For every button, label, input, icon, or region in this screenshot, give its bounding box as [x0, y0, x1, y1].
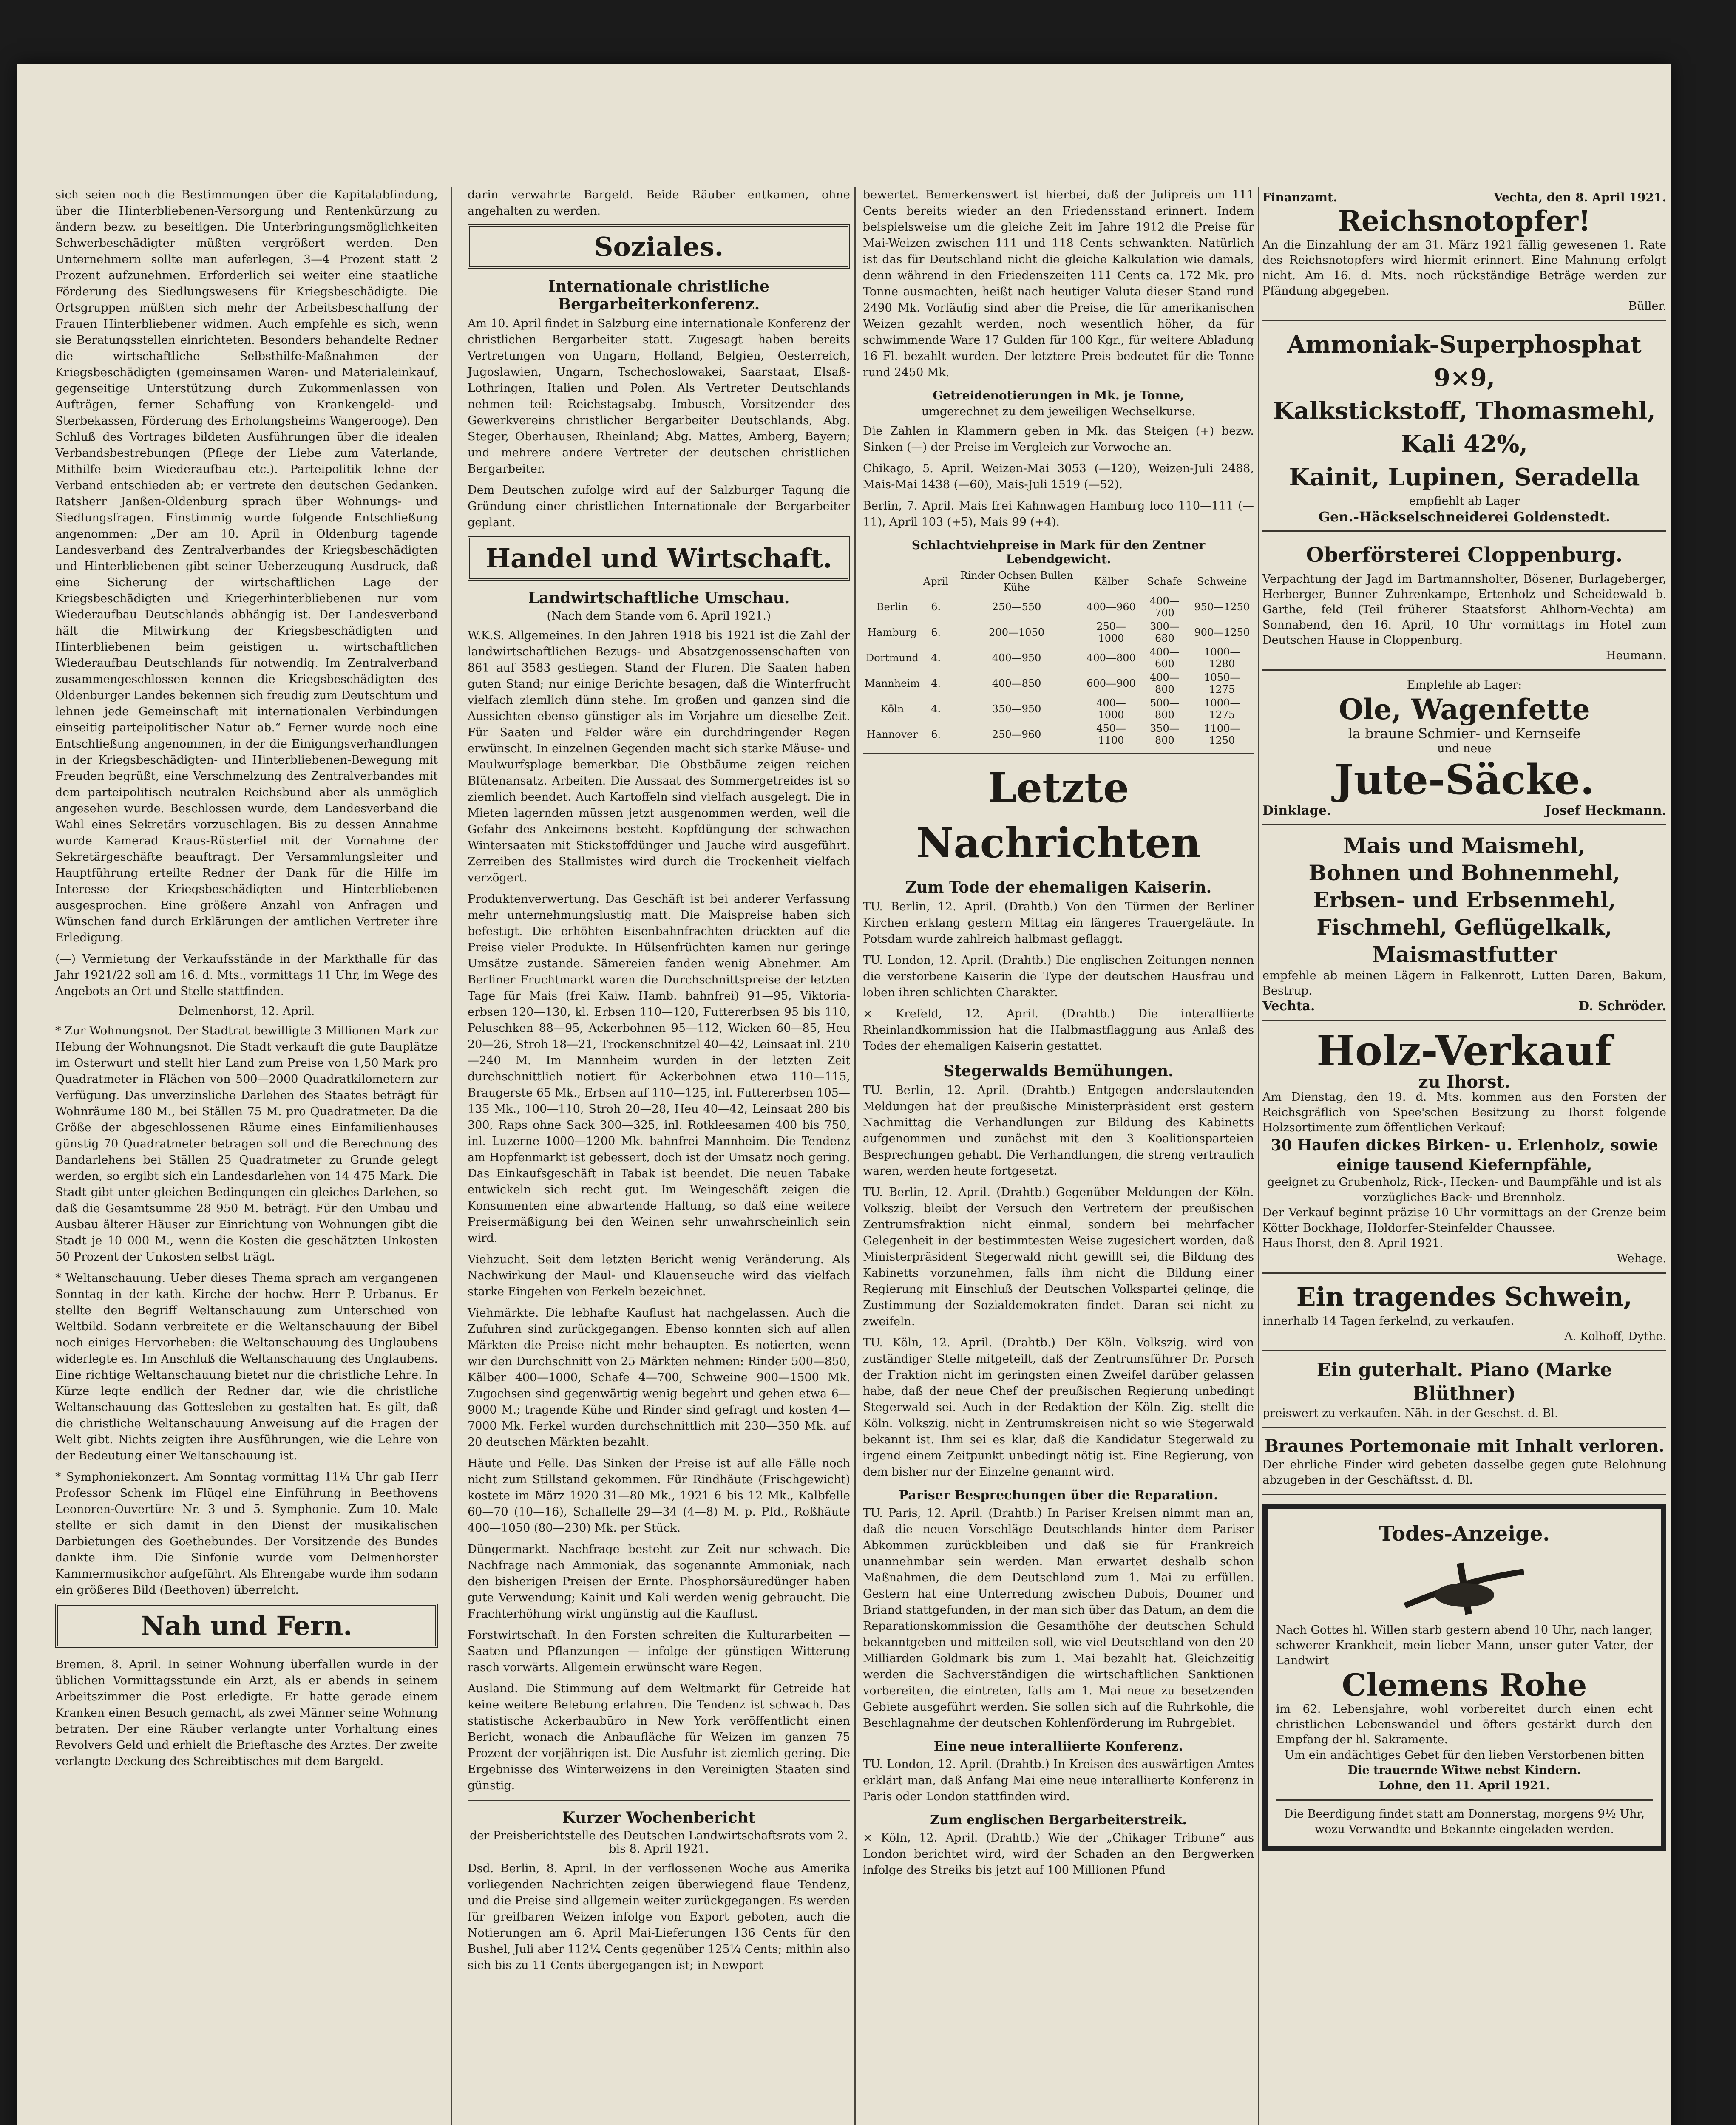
table-cell: 350—800	[1149, 722, 1180, 746]
death-notice	[1262, 1504, 1666, 1851]
article-heading: Kurzer Wochenbericht	[562, 1809, 756, 1827]
ad-header-left: Finanzamt.	[1262, 190, 1337, 204]
section-heading: Soziales.	[468, 224, 850, 269]
table-cell: 4.	[931, 677, 941, 689]
price-table	[863, 569, 1254, 747]
article-text: × Krefeld, 12. April. (Drahtb.) Die interalliierte Rheinlandkommission hat die Halbmastflaggung aus Anlaß des Todes der ehemaligen Kaiserin gestattet.	[863, 1007, 1254, 1053]
ad-signature: D. Schröder.	[1578, 999, 1666, 1014]
ad-portemonaie	[1262, 1432, 1666, 1495]
article-text: Viehmärkte. Die lebhafte Kauflust hat nachgelassen. Auch die Zufuhren sind zurückgegangen. Ebenso konnten sich auf allen Märkten die Preise nicht mehr behaupten. Es notierten, wenn wir den Durchschnitt von 25 Märkten nehmen: Rinder 500—850, Kälber 400—1000, Schafe 4—700, Schweine 900—1500 Mk. Zugochsen sind gegenwärtig wenig begehrt und gehen etwa 6—9000 M.; tragende Kühe und Rinder sind gefragt und kosten 4—7000 Mk. Ferkel wurden durchschnittlich mit 230—350 Mk. auf 20 deutschen Märkten bezahlt.	[468, 1306, 850, 1449]
table-cell: 600—900	[1086, 677, 1136, 689]
death-notice-date: Lohne, den 11. April 1921.	[1379, 1779, 1550, 1792]
ad-text: und neue	[1437, 742, 1492, 755]
ad-title: Kalkstickstoff, Thomasmehl,	[1273, 397, 1656, 425]
table-cell: 250—1000	[1096, 620, 1126, 644]
table-cell: 400—850	[992, 677, 1041, 689]
ad-schwein	[1262, 1277, 1666, 1352]
column-1	[55, 187, 438, 1775]
table-header	[863, 569, 922, 594]
death-notice-title: Todes-Anzeige.	[1379, 1522, 1550, 1546]
table-cell: 250—550	[992, 601, 1041, 613]
ad-signature: A. Kolhoff, Dythe.	[1564, 1330, 1666, 1343]
ad-location: Dinklage.	[1262, 803, 1331, 818]
article-text: W.K.S. Allgemeines. In den Jahren 1918 bis 1921 ist die Zahl der landwirtschaftlichen Bezugs- und Absatzgenossenschaften von 861 auf 3583 gestiegen. Stand der Fluren. Die Saaten haben guten Stand; nur einige Berichte besagen, daß die Winterfrucht vielfach ziemlich dünn stehe. Im großen und ganzen sind die Aussichten ebenso günstiger als im Vorjahre um dieselbe Zeit. Für Saaten und Felder wäre ein durchdringender Regen erwünscht. In einzelnen Gegenden macht sich starke Mäuse- und Maulwurfsplage bemerkbar. Die Obstbäume zeigen reichen Blütenansatz. Arbeiten. Die Aussaat des Sommergetreides ist so ziemlich beendet. Auch Kartoffeln sind vielfach ausgelegt. Die in Mieten lagernden müssen jetzt ausgenommen werden, weil die Gefahr des Ankeimens besteht. Kopfdüngung der schwachen Wintersaaten mit Stickstoffdünger und Jauche wird ausgeführt. Zerreiben des Stallmistes wird durch die Trockenheit vielfach verzögert.	[468, 629, 850, 884]
ad-title: Braunes Portemonaie mit Inhalt verloren.	[1264, 1436, 1665, 1456]
death-notice-text: Die Beerdigung findet statt am Donnerstag, morgens 9½ Uhr, wozu Verwandte und Bekannte eingeladen werden.	[1284, 1808, 1645, 1836]
table-cell: 400—800	[1086, 652, 1136, 664]
ad-title: Maismastfutter	[1372, 942, 1557, 967]
table-cell: 400—1000	[1096, 697, 1126, 721]
table-cell: 6.	[931, 601, 941, 613]
ad-title: Ammoniak-Superphosphat 9×9,	[1287, 331, 1642, 392]
article-text: Dsd. Berlin, 8. April. In der verflossenen Woche aus Amerika vorliegenden Nachrichten zeigen überwiegend flaue Tendenz, und die Preise sind allgemein weiter zurückgegangen. Es werden für greifbaren Weizen infolge von Export geboten, auch die Notierungen am 6. April Mai-Lieferungen 136 Cents für den Bushel, Juli aber 112¼ Cents gegenüber 125¼ Cents; mithin also sich bis zu 11 Cents übergegangen ist; in Newport	[468, 1862, 850, 1972]
ad-signature: Heumann.	[1606, 649, 1666, 662]
column-rule	[1258, 187, 1259, 2125]
table-cell: 1000—1275	[1204, 697, 1240, 721]
article-heading: Pariser Besprechungen über die Reparation.	[899, 1488, 1218, 1503]
article-text: Chikago, 5. April. Weizen-Mai 3053 (—120), Weizen-Juli 2488, Mais-Mai 1438 (—60), Mais-Juli 1519 (—52).	[863, 462, 1254, 491]
section-heading: Handel und Wirtschaft.	[468, 536, 850, 581]
table-cell: 4.	[931, 703, 941, 715]
ad-title: Holz-Verkauf	[1316, 1027, 1612, 1075]
ad-piano	[1262, 1355, 1666, 1428]
ad-holz-verkauf	[1262, 1024, 1666, 1274]
death-notice-text: Nach Gottes hl. Willen starb gestern abend 10 Uhr, nach langer, schwerer Krankheit, mein lieber Mann, unser guter Vater, der Landwirt	[1276, 1624, 1653, 1667]
table-cell: 450—1100	[1096, 722, 1126, 746]
ad-text: la braune Schmier- und Kernseife	[1348, 725, 1581, 742]
ad-title: Kali 42%,	[1401, 430, 1528, 458]
table-cell: Hamburg	[868, 626, 917, 638]
table-cell: 6.	[931, 626, 941, 638]
ad-text: preiswert zu verkaufen. Näh. in der Geschst. d. Bl.	[1262, 1407, 1558, 1420]
table-cell: 250—960	[992, 728, 1041, 740]
table-cell: 400—600	[1149, 646, 1180, 670]
table-cell: 350—950	[992, 703, 1041, 715]
article-text: darin verwahrte Bargeld. Beide Räuber entkamen, ohne angehalten zu werden.	[468, 188, 850, 218]
article-text: Dem Deutschen zufolge wird auf der Salzburger Tagung die Gründung einer christlichen Internationale der Bergarbeiter geplant.	[468, 484, 850, 529]
ad-subtitle: zu Ihorst.	[1418, 1072, 1511, 1092]
table-cell: Berlin	[876, 601, 908, 613]
table-cell: Hannover	[867, 728, 918, 740]
table-title: Schlachtviehpreise in Mark für den Zentner Lebendgewicht.	[911, 538, 1206, 566]
table-cell: 400—700	[1149, 595, 1180, 619]
table-cell: 400—950	[992, 652, 1041, 664]
article-text: (—) Vermietung der Verkaufsstände in der Markthalle für das Jahr 1921/22 soll am 16. d. Mts., vormittags 11 Uhr, im Wege des Angebots an Ort und Stelle stattfinden.	[55, 952, 438, 998]
divider	[1276, 1799, 1653, 1801]
ad-text: Empfehle ab Lager:	[1407, 678, 1522, 691]
ad-title: Kainit, Lupinen, Seradella	[1289, 463, 1640, 491]
table-cell: 1000—1280	[1204, 646, 1240, 670]
article-text: Forstwirtschaft. In den Forsten schreiten die Kulturarbeiten — Saaten und Pflanzungen — infolge der günstigen Witterung rasch vorwärts. Allgemein erwünscht wäre Regen.	[468, 1629, 850, 1674]
article-text: TU. Berlin, 12. April. (Drahtb.) Von den Türmen der Berliner Kirchen erklang gestern Mittag ein längeres Trauergeläute. In Potsdam wurde zahlreich halbmast geflaggt.	[863, 900, 1254, 946]
ad-text: An die Einzahlung der am 31. März 1921 fällig gewesenen 1. Rate des Reichsnotopfers wird hiermit erinnert. Eine Mahnung erfolgt nicht. Am 16. d. Mts. noch rückständige Beträge werden zur Pfändung abgegeben.	[1262, 238, 1666, 298]
table-cell: 400—960	[1086, 601, 1136, 613]
column-2	[468, 187, 850, 1979]
column-rule	[451, 187, 452, 2125]
ad-title: Erbsen- und Erbsenmehl,	[1313, 887, 1616, 912]
article-text: TU. Paris, 12. April. (Drahtb.) In Pariser Kreisen nimmt man an, daß die neuen Vorschläge Deutschlands hinter dem Pariser Abkommen zurückbleiben und daß sie für Frankreich unannehmbar sein werden. Man erwartet deshalb schon Maßnahmen, die dem Deutschland zum 1. Mai zu erfüllen. Gestern hat eine Unterredung zwischen Dubois, Doumer und Briand stattgefunden, in der man sich über das Datum, an dem die Reparationskommission die Gesamthöhe der deutschen Schuld bekanntgeben und mitteilen soll, wie viel Deutschland von den 20 Milliarden Goldmark bis zum 1. Mai bezahlt hat. Gleichzeitig werden die Sachverständigen die wirtschaftlichen Sanktionen vorbereiten, die eintreten, falls am 1. Mai neue zu besetzenden Gebiete ausgeführt werden. Sie sollen sich auf die Ruhrkohle, die Beschlagnahme der deutschen Kohlenförderung im Ruhrgebiet.	[863, 1507, 1254, 1730]
article-text: TU. Köln, 12. April. (Drahtb.) Der Köln. Volkszig. wird von zuständiger Stelle mitgeteilt, daß der Zentrumsführer Dr. Porsch der Fraktion nicht im geringsten einen Zweifel darüber gelassen habe, daß der neue Chef der preußischen Regierung unbedingt Stegerwald sei. Auch in der Redaktion der Köln. Zig. stellt die Köln. Volkszig. nicht in Zentrumskreisen nicht so wie Stegerwald bekannt ist. Ihm sei es klar, daß die Kandidatur Stegerwald zu irgend einem Zeitpunkt unbedingt nötig ist. Eine Regierung, von dem bisher nur der Einzelne genannt wird.	[863, 1336, 1254, 1479]
ad-mais	[1262, 829, 1666, 1021]
ad-oberfoersterei	[1262, 535, 1666, 671]
article-text: TU. Berlin, 12. April. (Drahtb.) Entgegen anderslautenden Meldungen hat der preußische Ministerpräsident erst gestern Nachmittag die Verhandlungen zur Bildung des Kabinetts aufgenommen und zunächst mit den 3 Koalitionsparteien Besprechungen gehabt. Die Verhandlungen, die streng vertraulich waren, werden heute fortgesetzt.	[863, 1084, 1254, 1178]
ad-text: Am Dienstag, den 19. d. Mts. kommen aus den Forsten der Reichsgräflich von Spee'schen Besitzung zu Ihorst folgende Holzsortimente zum öffentlichen Verkauf:	[1262, 1091, 1666, 1134]
table-header: Schafe	[1147, 575, 1183, 587]
article-heading: Internationale christliche Bergarbeiterkonferenz.	[548, 278, 769, 313]
article-text: Die Zahlen in Klammern geben in Mk. das Steigen (+) bezw. Sinken (—) der Preise im Vergleich zur Vorwoche an.	[863, 425, 1254, 454]
table-row	[863, 722, 1254, 747]
table-row	[863, 696, 1254, 722]
table-header: Kälber	[1094, 575, 1129, 587]
ad-title: Oberförsterei Cloppenburg.	[1306, 543, 1623, 567]
ad-title: Ole, Wagenfette	[1339, 693, 1590, 726]
ad-text: empfehle ab meinen Lägern in Falkenrott, Lutten Daren, Bakum, Bestrup.	[1262, 969, 1666, 997]
article-text: Bremen, 8. April. In seiner Wohnung überfallen wurde in der üblichen Vormittagsstunde ein Arzt, als er abends in seinem Arbeitszimmer die Post erledigte. Er hatte gerade einem Kranken einen Besuch gemacht, als zwei Männer seine Wohnung betraten. Der eine Räuber verlangte unter Vorhaltung eines Revolvers Geld und erhielt die Brieftasche des Arztes. Der zweite verlangte Deckung des Schreibtisches mit dem Bargeld.	[55, 1658, 438, 1768]
article-text: Düngermarkt. Nachfrage besteht zur Zeit nur schwach. Die Nachfrage nach Ammoniak, das sogenannte Ammoniak, nach den bisherigen Preisen der Ernte. Phosphorsäuredünger haben gute Verwendung; Kainit und Kali werden wenig gebraucht. Die Frachterhöhung wirkt ungünstig auf die Kauflust.	[468, 1543, 850, 1621]
ad-reichsnotopfer	[1262, 187, 1666, 321]
ad-location: Vechta.	[1262, 999, 1315, 1014]
ad-header-right: Vechta, den 8. April 1921.	[1493, 190, 1666, 204]
ad-text: empfiehlt ab Lager	[1409, 495, 1520, 508]
article-text: Viehzucht. Seit dem letzten Bericht wenig Veränderung. Als Nachwirkung der Maul- und Klauenseuche wird das vielfach starke Eingehen von Ferkeln bezeichnet.	[468, 1253, 850, 1298]
ad-text: Der Verkauf beginnt präzise 10 Uhr vormittags an der Grenze beim Kötter Bockhage, Holdorfer-Steinfelder Chaussee.	[1262, 1206, 1666, 1235]
article-date: (Nach dem Stande vom 6. April 1921.)	[547, 609, 771, 623]
ad-date: Haus Ihorst, den 8. April 1921.	[1262, 1237, 1443, 1250]
column-3	[863, 187, 1254, 1884]
ad-title: Reichsnotopfer!	[1338, 204, 1591, 238]
table-cell: 4.	[931, 652, 941, 664]
ad-wagenfette	[1262, 674, 1666, 825]
table-cell: 900—1250	[1194, 626, 1250, 638]
article-text: Häute und Felle. Das Sinken der Preise ist auf alle Fälle noch nicht zum Stillstand gekommen. Für Rindhäute (Frischgewicht) kostete im März 1920 31—80 Mk., 1921 6 bis 12 Mk., Kalbfelle 60—70 (10—16), Schaffelle 29—34 (4—8) M. p. Pfd., Roßhäute 400—1050 (80—230) Mk. per Stück.	[468, 1457, 850, 1535]
article-heading: Zum englischen Bergarbeiterstreik.	[930, 1813, 1187, 1828]
table-header: Rinder Ochsen Bullen Kühe	[960, 570, 1073, 593]
table-cell: 1050—1275	[1204, 672, 1240, 695]
ad-text: 30 Haufen dickes Birken- u. Erlenholz, sowie einige tausend Kiefernpfähle,	[1271, 1136, 1658, 1174]
ad-signature: Wehage.	[1617, 1252, 1666, 1265]
article-text: Produktenverwertung. Das Geschäft ist bei anderer Verfassung mehr unternehmungslustig matt. Die Maispreise haben sich befestigt. Die erhöhten Eisenbahnfrachten drückten auf die Preise vieler Produkte. In Hülsenfrüchten kamen nur geringe Umsätze zustande. Sämereien fanden wenig Abnehmer. Am Berliner Fruchtmarkt waren die Durchschnittspreise der letzten Tage für Mais (frei Kaiw. Hamb. bahnfrei) 91—95, Viktoria-erbsen 120—130, kl. Erbsen 110—120, Futtererbsen 95 bis 110, Peluschken 88—95, Ackerbohnen 95—112, Wicken 60—85, Heu 20—26, Stroh 18—21, Trockenschnitzel 40—42, Leinsaat inl. 210—240 M. Im Mannheim wurden in der letzten Zeit durchschnittlich notiert für Ackerbohnen etwa 110—115, Braugerste 65 Mk., Erbsen auf 110—125, inl. Futtererbsen 105—135 Mk., 100—110, Stroh 20—28, Heu 40—42, Leinsaat 280 bis 300, Raps ohne Sack 300—325, inl. Rotkleesamen 400 bis 750, inl. Luzerne 1000—1200 Mk. bahnfrei Mannheim. Die Tendenz am Hopfenmarkt ist gebessert, doch ist der Umsatz noch gering. Das Einkaufsgeschäft in Tabak ist beendet. Die neuen Tabake entwickeln sich recht gut. Im Weingeschäft zeigen die Konsumenten eine abwartende Haltung, so daß eine weitere Preisermäßigung bei den Weinen sehr unwahrscheinlich sein wird.	[468, 892, 850, 1245]
ad-text: Verpachtung der Jagd im Bartmannsholter, Bösener, Burlageberger, Herberger, Bunner Zuhrenkampe, Ertenholz und Scheidewald b. Garthe, feld (Teil früherer Staatsforst Ahlhorn-Vechta) am Sonnabend, den 16. April, 10 Uhr vormittags im Hotel zum Deutschen Hause in Cloppenburg.	[1262, 572, 1666, 647]
ad-fertilizer	[1262, 325, 1666, 532]
divider	[468, 1800, 850, 1801]
article-subheading: der Preisberichtstelle des Deutschen Landwirtschaftsrats vom 2. bis 8. April 1921.	[470, 1829, 848, 1856]
table-row	[863, 645, 1254, 671]
ad-signature: Josef Heckmann.	[1545, 803, 1666, 818]
table-cell: 6.	[931, 728, 941, 740]
table-row	[863, 620, 1254, 645]
article-text: Am 10. April findet in Salzburg eine internationale Konferenz der christlichen Bergarbeiter statt. Zugesagt haben bereits Vertretungen von Ungarn, Holland, Belgien, Oesterreich, Jugoslawien, Ungarn, Tschechoslowakei, Saarstaat, Elsaß-Lothringen, Italien und Polen. Als Vertreter Deutschlands nehmen teil: Reichstagsabg. Imbusch, Vorsitzender des Gewerkvereins christlicher Bergarbeiter Deutschlands, Abg. Steger, Oberhausen, Rheinland; Abg. Mattes, Amberg, Bayern; und mehrere andere Vertreter der deutschen christlichen Bergarbeiter.	[468, 317, 850, 476]
article-text: * Zur Wohnungsnot. Der Stadtrat bewilligte 3 Millionen Mark zur Hebung der Wohnungsnot. Die Stadt verkauft die gute Bauplätze im Osterwurt und stellt hier Land zum Preise von 1,50 Mark pro Quadratmeter in Flächen von 500—2000 Quadratkilometern zur Verfügung. Das unverzinsliche Darlehen des Staates beträgt für Wohnräume 180 M., bei Ställen 75 M. pro Quadratmeter. Da die Größe der abgeschlossenen Räume eines Einfamilienhauses günstig 70 Quadratmeter betragen soll und die Berechnung des Bandarlehens bei Ställen 25 Quadratmeter zu Grunde gelegt werden, so ergibt sich ein Landesdarlehen von 14 475 Mark. Die Stadt gibt unter gleichen Bedingungen ein gleiches Darlehen, so daß die Gesamtsumme 28 950 M. beträgt. Für den Umbau und Ausbau älterer Häuser zur Einrichtung von Wohnungen gibt die Stadt je 10 000 M., wenn die Kosten die geschätzten Unkosten 50 Prozent der Unkosten selbst trägt.	[55, 1024, 438, 1264]
table-cell: Köln	[880, 703, 904, 715]
section-heading: Letzte Nachrichten	[916, 764, 1201, 867]
ad-title: Bohnen und Bohnenmehl,	[1308, 860, 1620, 885]
table-cell: Mannheim	[865, 677, 920, 689]
ad-title: Ein tragendes Schwein,	[1296, 1282, 1633, 1312]
article-text: bewertet. Bemerkenswert ist hierbei, daß der Julipreis um 111 Cents bereits wieder an den Friedensstand erinnert. Indem beispielsweise um die gleiche Zeit im Jahre 1912 die Preise für Mai-Weizen zwischen 111 und 118 Cents schwankten. Natürlich ist das für Deutschland nicht die gleiche Kalkulation wie damals, denn während in den Friedenszeiten 111 Cents ca. 172 Mk. pro Tonne ausmachten, heißt nach heutiger Valuta dieser Stand rund 2490 Mk. Vorläufig sind aber die Preise, die für amerikanischen Weizen gezahlt werden, noch wesentlich höher, da für schwimmende Ware 17 Gulden für 100 Kgr., für weitere Abladung 16 Fl. bezahlt wurden. Der letztere Preis bedeutet für die Tonne rund 2450 Mk.	[863, 188, 1254, 379]
cross-wreath-icon	[1396, 1555, 1532, 1618]
article-heading: Eine neue interalliierte Konferenz.	[933, 1739, 1183, 1754]
ad-signature: Büller.	[1628, 300, 1666, 313]
article-text: TU. London, 12. April. (Drahtb.) In Kreisen des auswärtigen Amtes erklärt man, daß Anfang Mai eine neue interalliierte Konferenz in Paris oder London stattfinden wird.	[863, 1758, 1254, 1803]
table-row	[863, 671, 1254, 696]
ad-text: geeignet zu Grubenholz, Rick-, Hecken- und Baumpfähle und ist als vorzügliches Back- und Brennholz.	[1267, 1176, 1662, 1204]
article-subheading: umgerechnet zu dem jeweiligen Wechselkurse.	[921, 405, 1196, 418]
article-text: TU. Berlin, 12. April. (Drahtb.) Gegenüber Meldungen der Köln. Volkszig. bleibt der Versuch den Vertretern der preußischen Zentrumsfraktion nicht einmal, sondern bei mehrfacher Gelegenheit in der bestimmtesten Weise zugesichert worden, daß Ministerpräsident Stegerwald nicht gewillt sei, die Bildung des Kabinetts vorzunehmen, falls ihm nicht die Bildung einer Regierung mit Einschluß der Deutschen Volkspartei gelinge, die Zustimmung der Sozialdemokraten findet. Daran sei nicht zu zweifeln.	[863, 1186, 1254, 1328]
section-heading: Nah und Fern.	[55, 1604, 438, 1648]
dateline: Delmenhorst, 12. April.	[178, 1005, 315, 1018]
table-cell: 500—800	[1149, 697, 1180, 721]
table-row	[863, 594, 1254, 620]
table-header: April	[923, 575, 949, 587]
article-text: × Köln, 12. April. (Drahtb.) Wie der „Chikager Tribune“ aus London berichtet wird, wird der Schaden an den Bergwerken infolge des Streiks bis jetzt auf 100 Millionen Pfund	[863, 1831, 1254, 1877]
ad-title: Fischmehl, Geflügelkalk,	[1316, 915, 1612, 940]
article-heading: Getreidenotierungen in Mk. je Tonne,	[933, 388, 1184, 402]
deceased-name: Clemens Rohe	[1342, 1667, 1587, 1703]
article-heading: Landwirtschaftliche Umschau.	[528, 589, 790, 607]
article-text: Ausland. Die Stimmung auf dem Weltmarkt für Getreide hat keine weitere Belebung erfahren. Die Tendenz ist schwach. Das statistische Ackerbaubüro in New York veröffentlicht einen Bericht, wonach die Anbaufläche für Weizen im ganzen 75 Prozent der vorjährigen ist. Die Ausfuhr ist ziemlich gering. Die Ergebnisse des Winterweizens in den Vereinigten Staaten sind günstig.	[468, 1682, 850, 1792]
article-text: * Symphoniekonzert. Am Sonntag vormittag 11¼ Uhr gab Herr Professor Schenk im Flügel eine Einführung in Beethovens Leonoren-Ouvertüre Nr. 3 und 5. Symphonie. Zum 10. Male stellte er sich damit in den Dienst der musikalischen Darbietungen des Goethebundes. Der Vorsitzende des Bundes dankte ihm. Die Sinfonie wurde vom Delmenhorster Kammermusikchor aufgeführt. Als Ehrengabe wurde ihm sodann ein größeres Bild (Beethoven) überreicht.	[55, 1470, 438, 1597]
ad-title: Jute-Säcke.	[1334, 756, 1594, 804]
table-cell: 300—680	[1149, 620, 1180, 644]
column-4-ads	[1262, 187, 1666, 1851]
article-heading: Stegerwalds Bemühungen.	[943, 1062, 1174, 1080]
table-cell: 950—1250	[1194, 601, 1250, 613]
column-rule	[854, 187, 856, 2125]
ad-signature: Gen.-Häckselschneiderei Goldenstedt.	[1318, 509, 1611, 525]
ad-title: Mais und Maismehl,	[1343, 833, 1586, 858]
article-text: * Weltanschauung. Ueber dieses Thema sprach am vergangenen Sonntag in der kath. Kirche der hochw. Herr P. Urbanus. Er stellte den Begriff Weltanschauung zum Unterschied von Weltbild. Sodann verbreitete er die Weltanschauung der Bibel noch einiges Hervorheben: die Weltanschauung des Unglaubens widerlegte es. Im Anschluß die Weltanschauung des Unglaubens. Eine richtige Weltanschauung bietet nur die christliche Lehre. In Kürze legte endlich der Redner dar, wie die christliche Weltanschauung das Gottesleben zu gestalten hat. Es gilt, daß die christliche Weltanschauung Anweisung auf die Fragen der Welt gibt. Nichts zeigten ihre Ausführungen, wie die Lehre von der Bedeutung einer Weltanschauung ist.	[55, 1272, 438, 1462]
table-cell: Dortmund	[866, 652, 919, 664]
article-heading: Zum Tode der ehemaligen Kaiserin.	[905, 878, 1212, 896]
table-header: Schweine	[1197, 575, 1247, 587]
ad-title: Ein guterhalt. Piano (Marke Blüthner)	[1316, 1359, 1612, 1405]
death-notice-text: Um ein andächtiges Gebet für den lieben Verstorbenen bitten	[1284, 1748, 1645, 1762]
article-text: TU. London, 12. April. (Drahtb.) Die englischen Zeitungen nennen die verstorbene Kaiserin die Type der deutschen Hausfrau und loben ihren schlichten Charakter.	[863, 954, 1254, 999]
table-cell: 1100—1250	[1204, 722, 1240, 746]
ad-text: Der ehrliche Finder wird gebeten dasselbe gegen gute Belohnung abzugeben in der Geschäftsst. d. Bl.	[1262, 1458, 1666, 1487]
death-notice-text: im 62. Lebensjahre, wohl vorbereitet durch einen echt christlichen Lebenswandel und öfters gestärkt durch den Empfang der hl. Sakramente.	[1276, 1703, 1653, 1746]
table-cell: 200—1050	[989, 626, 1045, 638]
newspaper-page	[17, 64, 1671, 2125]
table-cell: 400—800	[1149, 672, 1180, 695]
ad-text: innerhalb 14 Tagen ferkelnd, zu verkaufen.	[1262, 1315, 1515, 1328]
table-header-row	[863, 569, 1254, 594]
article-text: Berlin, 7. April. Mais frei Kahnwagen Hamburg loco 110—111 (—11), April 103 (+5), Mais 99 (+4).	[863, 499, 1254, 529]
article-text: sich seien noch die Bestimmungen über die Kapitalabfindung, über die Hinterbliebenen-Versorgung und Rentenkürzung zu ändern bezw. zu beseitigen. Die Unterbringungsmöglichkeiten Schwerbeschädigter müßten vergrößert werden. Den Unternehmern sollte man auferlegen, 3—4 Prozent statt 2 Prozent aufzunehmen. Erforderlich sei weiter eine staatliche Förderung des Siedlungswesens für Kriegsbeschädigte. Die Ortsgruppen müßten sich mehr der Arbeitsbeschaffung der Frauen Hinterbliebener widmen. Auch empfehle es sich, wenn sie Beratungsstellen einrichteten. Besonders behandelte Redner die wirtschaftliche Selbsthilfe-Maßnahmen der Kriegsbeschädigten (gemeinsamen Waren- und Materialeinkauf, gegenseitige Unterstützung durch Zukommenlassen von Aufträgen, ferner Schaffung von Krankengeld- und Sterbekassen, Förderung des Erholungsheims Wangerooge). Den Schluß des Vortrages bildeten Ausführungen über die idealen Verbandsbestrebungen (Pflege der Liebe zum Vaterlande, Mithilfe beim Wiederaufbau etc.). Parteipolitik lehne der Verband entschieden ab; er vertrete den deutschen Gedanken. Ratsherr Janßen-Oldenburg sprach über Wohnungs- und Siedlungsfragen. Einstimmig wurde folgende Entschließung angenommen: „Der am 10. April in Oldenburg tagende Landesverband des Zentralverbandes der Kriegsbeschädigten und Hinterbliebenen gibt seiner Ueberzeugung Ausdruck, daß eine Sicherung der wirtschaftlichen Lage der Kriegsbeschädigten und Kriegerhinterbliebenen nur vom Wiederaufbau Deutschlands abhängig ist. Der Landesverband hält die Mitwirkung der Kriegsbeschädigten und Hinterbliebenen beim geistigen u. wirtschaftlichen Wiederaufbau Deutschlands für notwendig. Im Zentralverband zusammengeschlossen kennen die Kriegsbeschädigten des Oldenburger Landes bekennen sich freudig zum Deutschtum und lehnen jede Gemeinschaft mit internationalen Verbindungen einseitig parteipolitischer Natur ab.“ Ferner wurde noch eine Entschließung angenommen, in der die Einigungsverhandlungen in der Kriegsbeschädigten- und Hinterbliebenen-Bewegung mit Freuden begrüßt, eine Verschmelzung des Zentralverbandes mit dem parteipolitisch neutralen Reichsbund aber als unmöglich angesehen wurde. Beschlossen wurde, dem Landesverband die Wahl eines Sekretärs vorzuschlagen. Bis zu dessen Annahme wurde Kamerad Kraus-Rüsterfiel mit der Vornahme der Sekretärgeschäfte beauftragt. Der Versammlungsleiter und Hauptführung erteilte Redner der Dank für die Hilfe im Interesse der Kriegsbeschädigten und Hinterbliebenen ausgesprochen. Eine größere Anzahl von Anfragen und Wünschen fand durch Erklärungen der amtlichen Vertreter ihre Erledigung.	[55, 188, 438, 944]
divider	[863, 753, 1254, 754]
death-notice-signature: Die trauernde Witwe nebst Kindern.	[1347, 1764, 1581, 1777]
